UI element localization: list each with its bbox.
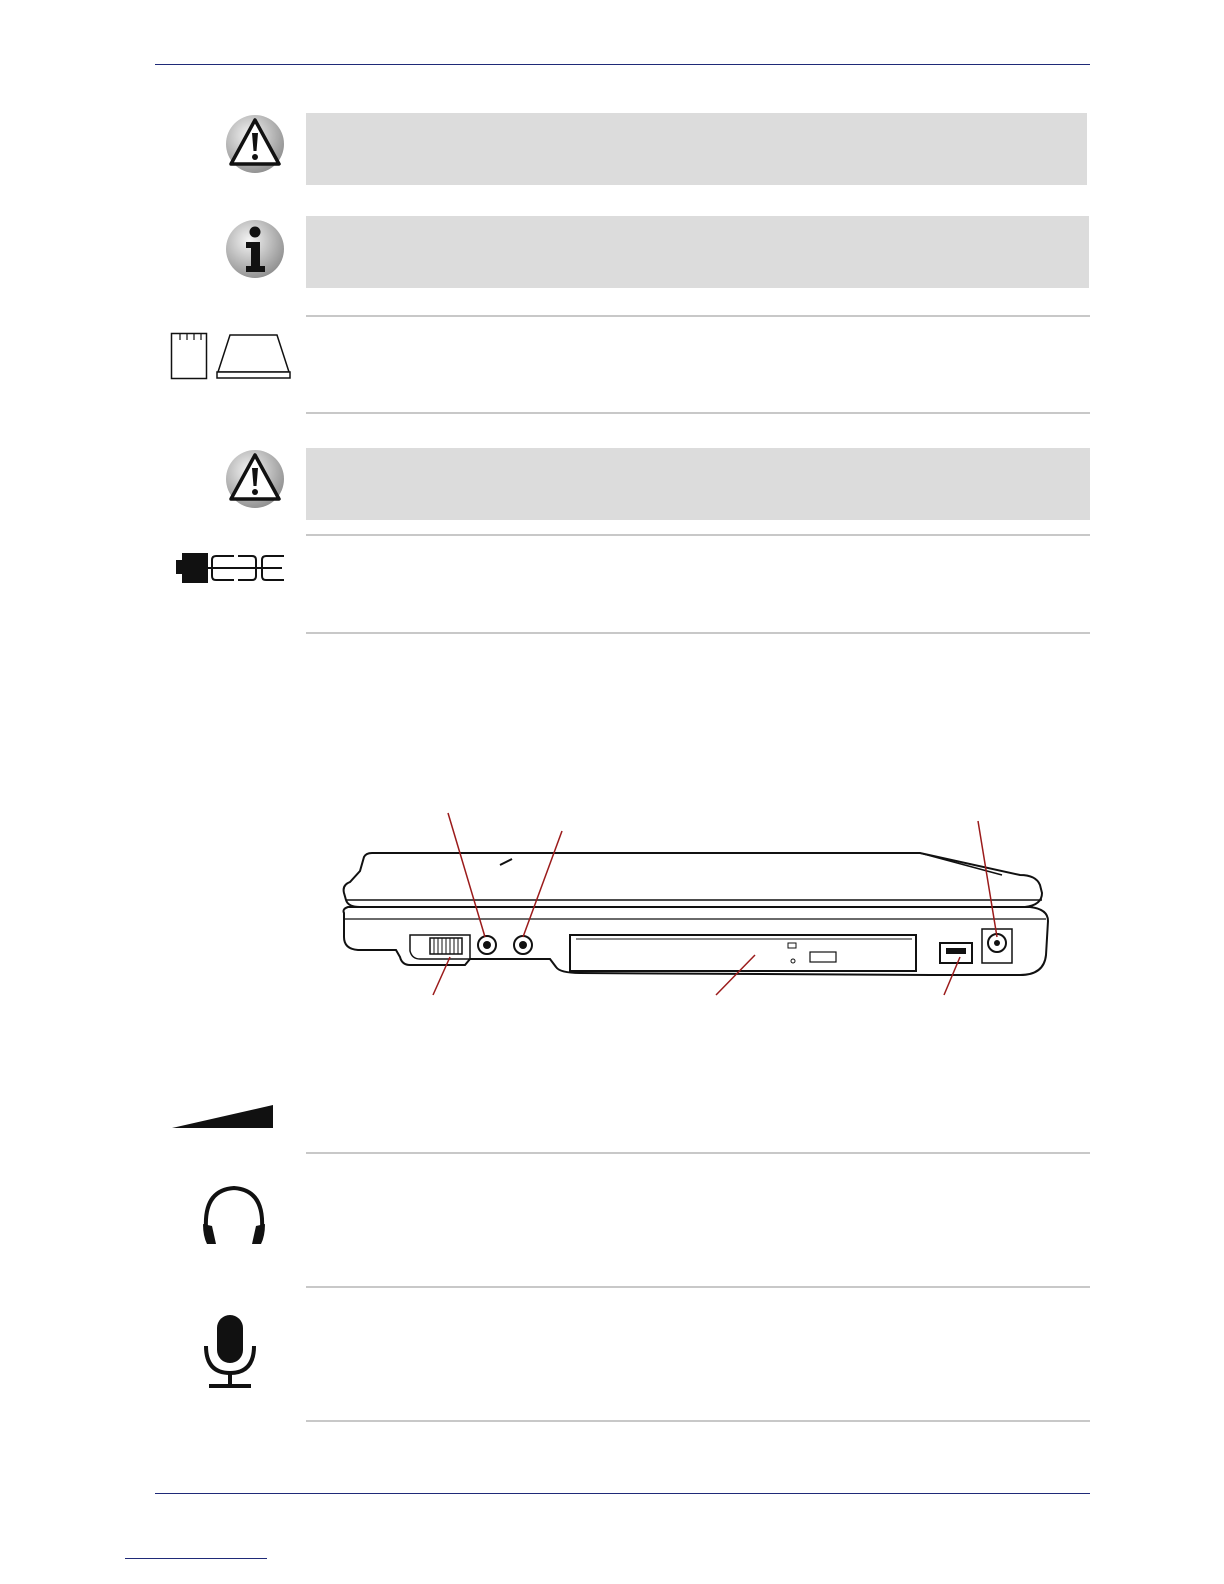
section-rule — [306, 1420, 1090, 1422]
warning-triangle-icon — [224, 113, 286, 180]
warning-triangle-icon — [224, 448, 286, 515]
section-rule — [306, 534, 1090, 536]
footer-rule — [155, 1493, 1090, 1494]
headphone-icon — [198, 1182, 270, 1253]
security-lock-icon — [174, 551, 286, 590]
caution-box — [306, 113, 1087, 185]
header-rule — [155, 64, 1090, 65]
memory-card-icon — [170, 332, 292, 387]
section-rule — [306, 1286, 1090, 1288]
microphone-icon — [200, 1313, 260, 1394]
footer-link-underline[interactable] — [125, 1558, 267, 1559]
section-rule — [306, 412, 1090, 414]
section-rule — [306, 1152, 1090, 1154]
caution-box — [306, 448, 1090, 520]
note-box — [306, 216, 1089, 288]
section-rule — [306, 315, 1090, 317]
volume-wedge-icon — [170, 1102, 276, 1135]
info-icon — [224, 218, 286, 285]
right-side-view-illustration — [330, 805, 1060, 1005]
section-rule — [306, 632, 1090, 634]
